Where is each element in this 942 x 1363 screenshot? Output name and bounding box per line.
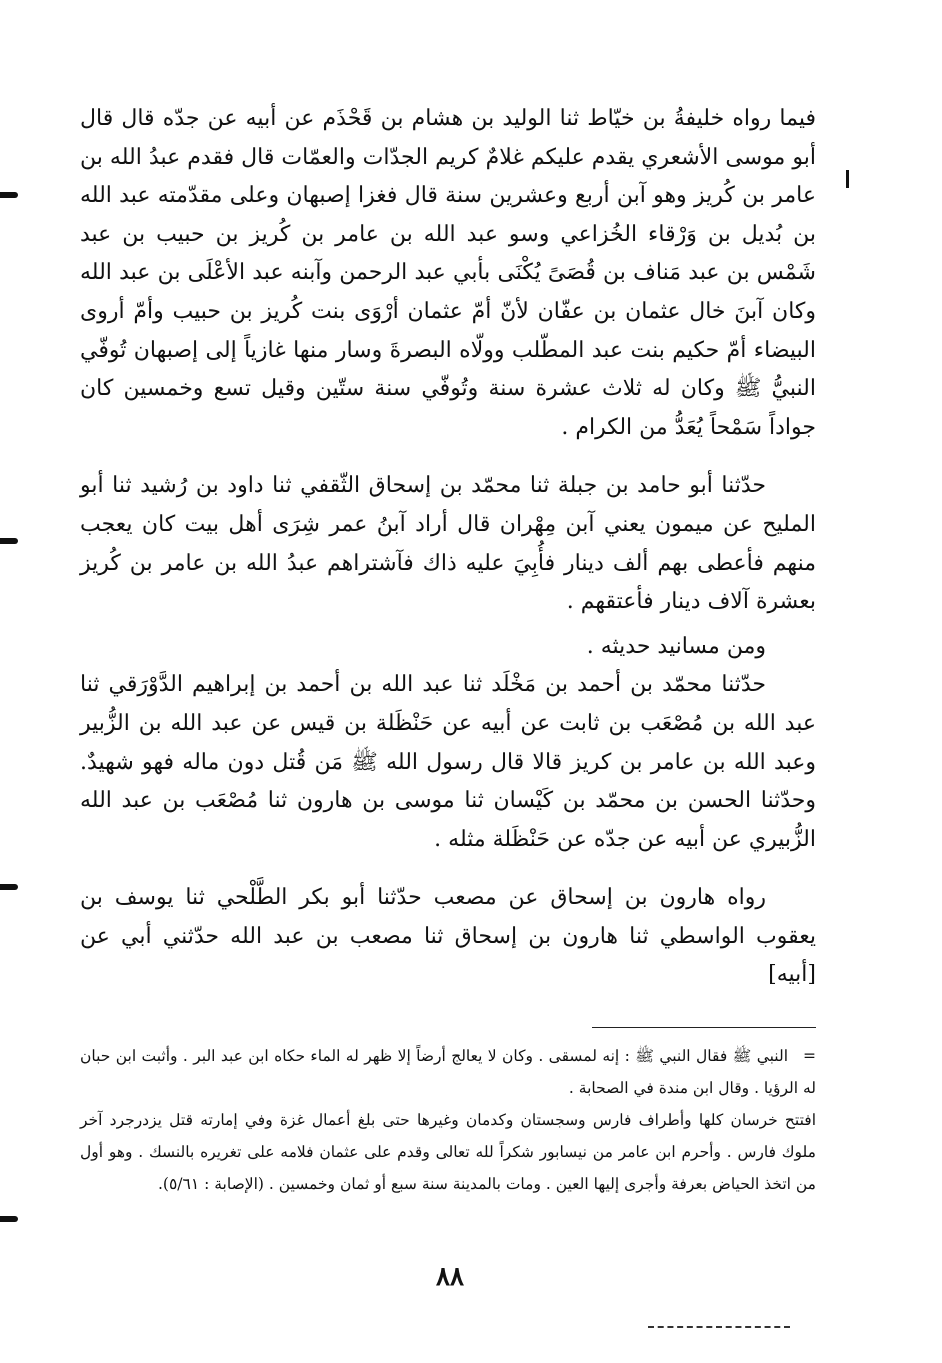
scan-edge-mark xyxy=(0,538,18,544)
paragraph-khalifa-narration: فيما رواه خليفةُ بن خيّاط ثنا الوليد بن هشام بن قَحْذَم عن أبيه عن جدّه قال قال أبو موسى الأشعري يقدم عليكم غلامٌ كريم الجدّات والعمّات قال فقدم عبدُ الله بن عامر بن كُريز وهو آبن أربع وعشرين سنة قال فغزا إصبهان وعلى مقدّمته عبد الله بن بُديل بن وَرْقاء الخُزاعي وسو عبد الله بن عامر بن كُريز بن حبيب بن عبد شَمْس بن عبد مَناف بن قُصَىً يُكْنَى بأبي عبد الرحمن وآبنه عبد الأعْلَى بن عبد الله وكان آبنَ خال عثمان بن عفّان لأنّ أمّ عثمان أرْوَى بنت كُريز بن حبيب وأمّ أروى البيضاء أمّ حكيم بنت عبد المطّلب وولّاه البصرةَ وسار منها غازياً إلى إصبهان تُوفّي النبيُّ ﷺ وكان له ثلاث عشرة سنة وتُوفّي سنة ستّين وقيل تسع وخمسين كان جواداً سَمْحاً يُعَدُّ من الكرام . xyxy=(80,106,816,440)
scan-edge-mark xyxy=(0,192,18,198)
scan-edge-mark xyxy=(0,1216,18,1222)
footnote-separator xyxy=(592,1027,816,1028)
scan-bottom-dashes xyxy=(648,1326,790,1328)
scan-edge-mark xyxy=(0,884,18,890)
footnote-continuation-marker: = xyxy=(803,1047,816,1065)
footnote-text: النبي ﷺ فقال النبي ﷺ : إنه لمسقى . وكان لا يعالج أرضاً إلا ظهر له الماء حكاه ابن عبد البر . وأثبت ابن حبان له الرؤيا . وقال ابن مندة في الصحابة . xyxy=(80,1047,816,1097)
margin-tick-mark xyxy=(846,170,849,188)
footnote-biography: افتتح خرسان كلها وأطراف فارس وسجستان وكدمان وغيرها حتى بلغ أعمال غزة وفي إمارته قتل يزدرجرد آخر ملوك فارس . وأحرم ابن عامر من نيسابور شكراً لله تعالى وقدم على عثمان فلامه على تغريره بالنسك . وهو أول من اتخذ الحياض بعرفة وأجرى إليها العين . ومات بالمدينة سنة سبع أو ثمان وخمسين . (الإصابة : ٥/٦١). xyxy=(80,1111,816,1193)
paragraph-hadith-narration: حدّثنا محمّد بن أحمد بن مَخْلَد ثنا عبد الله بن أحمد بن إبراهيم الدَّوْرَقي ثنا عبد الله بن مُصْعَب بن ثابت عن أبيه عن حَنْظَلة بن قيس عن عبد الله بن الزُّبير وعبد الله بن عامر بن كريز قالا قال رسول الله ﷺ مَن قُتل دون ماله فهو شهيدٌ. وحدّثنا الحسن بن محمّد بن كَيْسان ثنا موسى بن هارون ثنا مُصْعَب بن عبد الله الزُّبيري عن أبيه عن جدّه عن حَنْظَلة مثله . xyxy=(80,672,816,852)
page-number: ٨٨ xyxy=(436,1262,464,1292)
main-text-body xyxy=(80,100,816,995)
paragraph-harun-narration: رواه هارون بن إسحاق عن مصعب حدّثنا أبو بكر الطَّلْحي ثنا يوسف بن يعقوب الواسطي ثنا هارون بن إسحاق ثنا مصعب بن عبد الله حدّثني أبي عن [أبيه] xyxy=(80,885,816,988)
footnote-continued xyxy=(80,1040,816,1104)
paragraph-abu-hamid-narration: حدّثنا أبو حامد بن جبلة ثنا محمّد بن إسحاق الثّقفي ثنا داود بن رُشيد ثنا أبو المليح عن ميمون يعني آبن مِهْران قال أراد آبنُ عمر شِرَى أهل بيت كان يعجب منهم فأعطى بهم ألف دينار فأُبِيَ عليه ذاك فآشتراهم عبدُ الله بن عامر بن كُريز بعشرة آلاف دينار فأعتقهم . xyxy=(80,473,816,615)
footnotes-section xyxy=(80,1040,816,1200)
paragraph-musnad-heading: ومن مسانيد حديثه . xyxy=(586,633,766,659)
